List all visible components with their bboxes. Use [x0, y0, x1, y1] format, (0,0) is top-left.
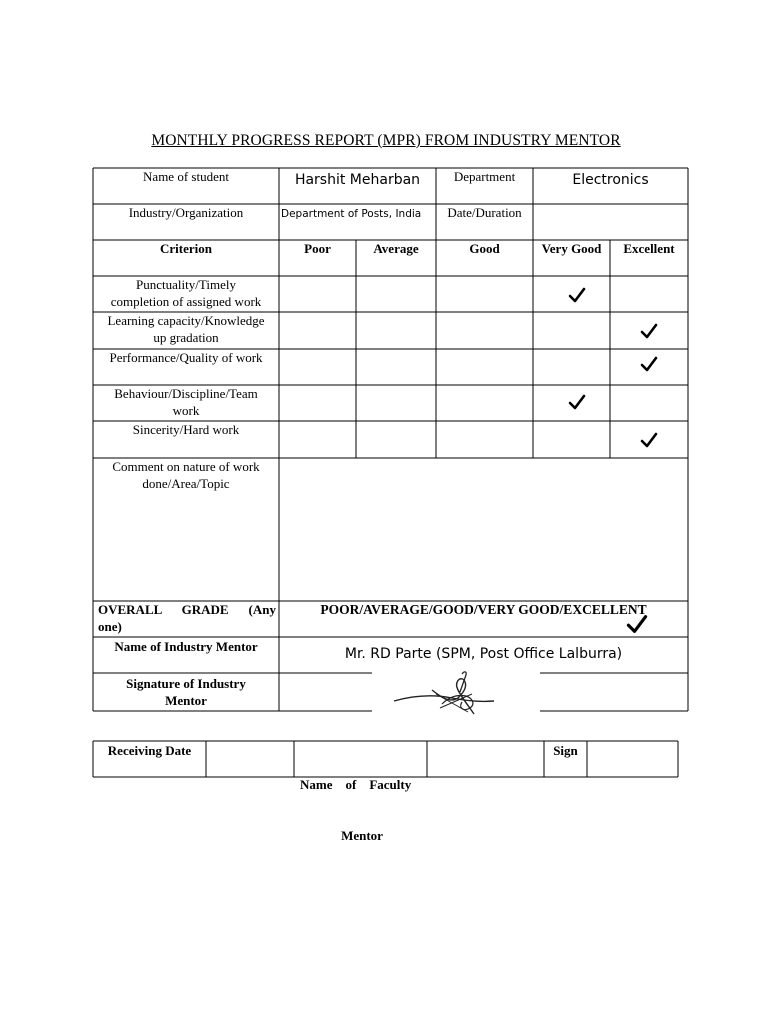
comment-label: Comment on nature of work done/Area/Topic: [112, 459, 260, 491]
name-of-student-label: Name of student: [143, 169, 229, 184]
faculty-mentor-label: Name of Faculty Mentor: [300, 777, 412, 843]
industry-mentor-label: Name of Industry Mentor: [114, 639, 258, 654]
overall-grade-label-2: one): [98, 619, 122, 634]
sign-label: Sign: [553, 743, 578, 758]
receiving-date-label: Receiving Date: [107, 743, 192, 758]
industry-mentor-value: Mr. RD Parte (SPM, Post Office Lalburra): [344, 646, 623, 662]
header-criterion: Criterion: [160, 241, 212, 256]
check-icon: [640, 432, 658, 448]
check-icon: [568, 394, 586, 410]
department-label: Department: [453, 169, 516, 184]
criterion-performance: Performance/Quality of work: [109, 350, 263, 365]
check-icon: [640, 323, 658, 339]
criterion-sincerity: Sincerity/Hard work: [132, 422, 240, 437]
header-excellent: Excellent: [623, 241, 675, 256]
check-icon: [640, 356, 658, 372]
header-good: Good: [469, 241, 500, 256]
overall-grade-label: OVERALL GRADE (Any: [98, 602, 276, 617]
header-average: Average: [373, 241, 419, 256]
check-icon: [568, 287, 586, 303]
page-title: MONTHLY PROGRESS REPORT (MPR) FROM INDUSTRY MENTOR: [151, 132, 621, 149]
criterion-punctuality: Punctuality/Timely completion of assigned work: [110, 277, 262, 309]
industry-organization-value: Department of Posts, India: [281, 208, 422, 220]
department-value: Electronics: [572, 172, 649, 188]
header-poor: Poor: [304, 241, 331, 256]
overall-grade-options: POOR/AVERAGE/GOOD/VERY GOOD/EXCELLENT: [320, 602, 647, 617]
signature-scribble: [372, 668, 540, 722]
header-very-good: Very Good: [541, 241, 602, 256]
signature-label: Signature of Industry Mentor: [126, 676, 246, 708]
criterion-behaviour: Behaviour/Discipline/Team work: [114, 386, 258, 418]
criterion-learning-capacity: Learning capacity/Knowledge up gradation: [107, 313, 265, 345]
industry-organization-label: Industry/Organization: [128, 205, 244, 220]
name-of-student-value: Harshit Meharban: [294, 172, 421, 188]
check-icon: [626, 614, 648, 634]
signature-image: [372, 668, 540, 722]
date-duration-label: Date/Duration: [447, 205, 522, 220]
